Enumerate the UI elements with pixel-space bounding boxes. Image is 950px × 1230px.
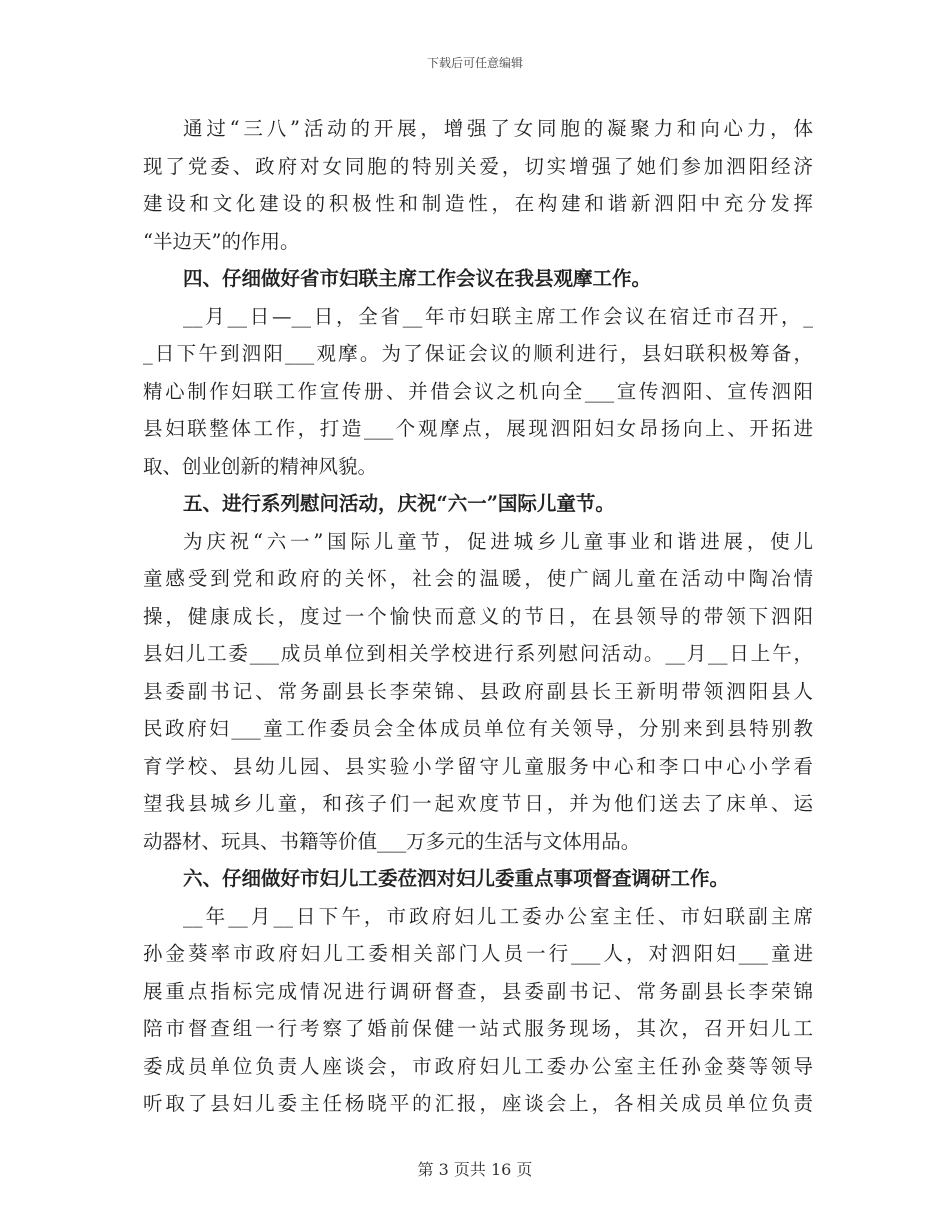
section-heading: 六、仔细做好市妇儿工委莅泗对妇儿委重点事项督查调研工作。	[183, 867, 730, 890]
paragraph-line: 望我县城乡儿童，和孩子们一起欢度节日，并为他们送去了床单、运	[143, 792, 813, 815]
paragraph-line: 县妇联整体工作，打造___个观摩点，展现泗阳妇女昂扬向上、开拓进	[143, 417, 813, 440]
paragraph-line: 孙金葵率市政府妇儿工委相关部门人员一行___人，对泗阳妇___童进	[143, 942, 813, 965]
paragraph-line: 为庆祝“六一”国际儿童节，促进城乡儿童事业和谐进展，使儿	[183, 529, 813, 553]
paragraph-line: 操，健康成长，度过一个愉快而意义的节日，在县领导的带领下泗阳	[143, 604, 813, 628]
paragraph-line: “半边天”的作用。	[143, 229, 300, 253]
paragraph-line: 通过“三八”活动的开展，增强了女同胞的凝聚力和向心力，体	[183, 117, 813, 140]
paragraph-line: 建设和文化建设的积极性和制造性，在构建和谐新泗阳中充分发挥	[143, 192, 813, 215]
paragraph-line: 育学校、县幼儿园、县实验小学留守儿童服务中心和李口中心小学看	[143, 754, 813, 778]
paragraph-line: _日下午到泗阳___观摩。为了保证会议的顺利进行，县妇联积极筹备，	[143, 342, 813, 365]
paragraph-line: __月__日—__日，全省__年市妇联主席工作会议在宿迁市召开，_	[183, 304, 813, 328]
paragraph-line: 县妇儿工委___成员单位到相关学校进行系列慰问活动。__月__日上午，	[143, 642, 813, 665]
paragraph-line: 取、创业创新的精神风貌。	[143, 454, 378, 478]
section-heading: 四、仔细做好省市妇联主席工作会议在我县观摩工作。	[183, 267, 652, 290]
paragraph-line: 精心制作妇联工作宣传册、并借会议之机向全___宣传泗阳、宣传泗阳	[143, 379, 813, 403]
paragraph-line: 委成员单位负责人座谈会，市政府妇儿工委办公室主任孙金葵等领导	[143, 1054, 813, 1078]
section-heading: 五、进行系列慰问活动，庆祝“六一”国际儿童节。	[183, 492, 615, 515]
paragraph-line: 展重点指标完成情况进行调研督查，县委副书记、常务副县长李荣锦	[143, 979, 813, 1003]
paragraph-line: 民政府妇___童工作委员会全体成员单位有关领导，分别来到县特别教	[143, 717, 813, 740]
paragraph-line: 童感受到党和政府的关怀，社会的温暖，使广阔儿童在活动中陶冶情	[143, 567, 813, 590]
paragraph-line: 听取了县妇儿委主任杨晓平的汇报，座谈会上，各相关成员单位负责	[143, 1092, 813, 1115]
page-footer: 第 3 页共 16 页	[417, 1160, 533, 1179]
document-body	[143, 110, 813, 1123]
paragraph-line: __年__月__日下午，市政府妇儿工委办公室主任、市妇联副主席	[183, 904, 813, 928]
page-header: 下载后可任意编辑	[426, 56, 523, 70]
paragraph-line: 现了党委、政府对女同胞的特别关爱，切实增强了她们参加泗阳经济	[143, 154, 813, 178]
paragraph-line: 县委副书记、常务副县长李荣锦、县政府副县长王新明带领泗阳县人	[143, 679, 813, 703]
paragraph-line: 动器材、玩具、书籍等价值___万多元的生活与文体用品。	[143, 829, 641, 853]
paragraph-line: 陪市督查组一行考察了婚前保健一站式服务现场，其次，召开妇儿工	[143, 1017, 813, 1040]
